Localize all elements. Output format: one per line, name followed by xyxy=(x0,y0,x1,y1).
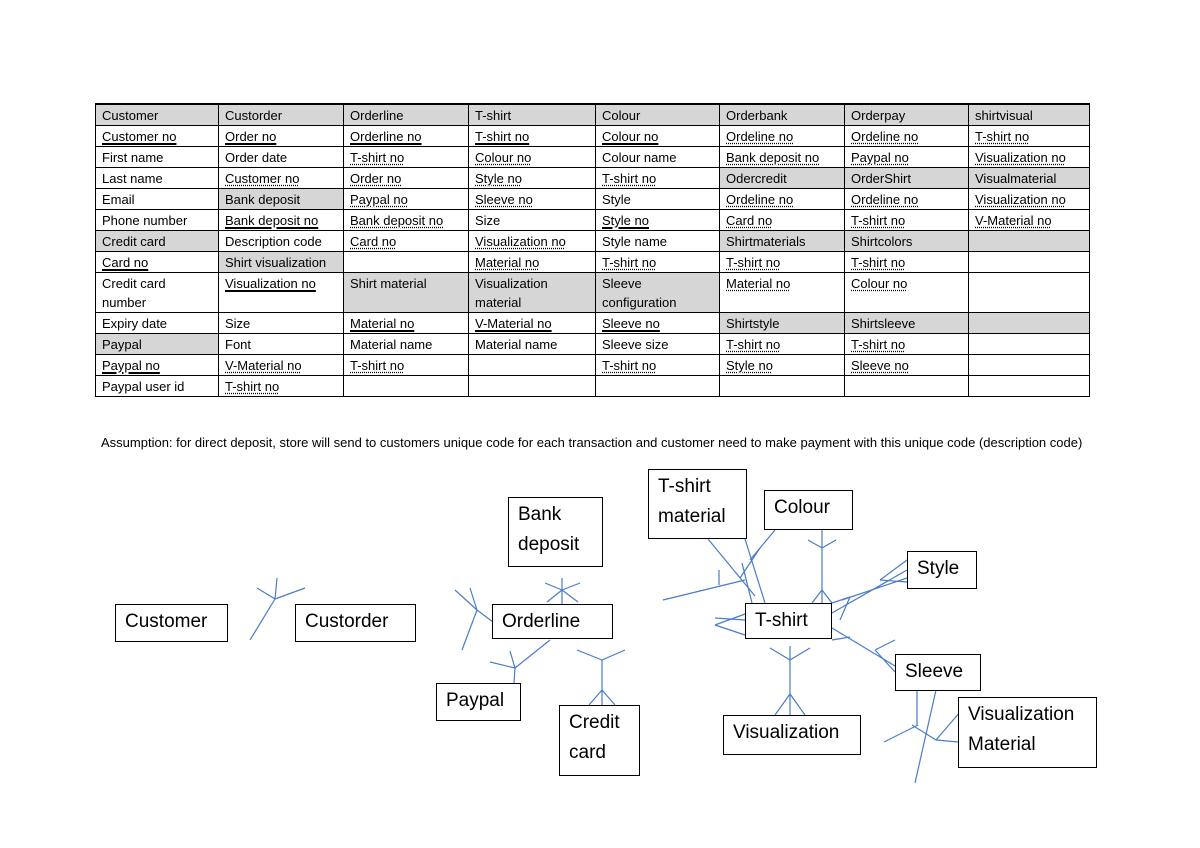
relationship-line xyxy=(257,588,275,599)
foreign-key-text: Order no xyxy=(350,171,402,186)
relationship-line xyxy=(790,694,805,715)
relationship-line xyxy=(822,590,832,603)
entity-style: Style xyxy=(907,551,977,589)
relationship-line xyxy=(547,590,562,602)
relationship-line xyxy=(790,648,810,660)
cell-text: Email xyxy=(102,192,135,207)
cell-text: Last name xyxy=(102,171,163,186)
cell-text: Odercredit xyxy=(726,171,787,186)
entity-bank-deposit: Bank deposit xyxy=(508,497,603,567)
foreign-key-text: T-shirt no xyxy=(602,358,657,373)
foreign-key-text: Style no xyxy=(726,358,773,373)
entity-tshirt-material: T-shirt material xyxy=(648,469,747,539)
foreign-key-text: Bank deposit no xyxy=(350,213,444,228)
entity-customer: Customer xyxy=(115,604,228,642)
entity-custorder: Custorder xyxy=(295,604,416,642)
foreign-key-text: Colour no xyxy=(475,150,532,165)
foreign-key-text: T-shirt no xyxy=(726,255,781,270)
relationship-line xyxy=(880,560,907,580)
foreign-key-text: Style no xyxy=(475,171,522,186)
relationship-line xyxy=(912,725,936,740)
relationship-line xyxy=(510,651,515,668)
primary-key-text: Orderline no xyxy=(350,129,422,144)
cell-text: Bank deposit xyxy=(225,192,301,207)
relationship-line xyxy=(477,610,493,622)
table-header-cell: Orderbank xyxy=(720,104,845,126)
table-header-cell: Colour xyxy=(596,104,720,126)
relationship-line xyxy=(880,580,907,582)
relationship-line xyxy=(750,530,775,560)
cell-text: Style name xyxy=(602,234,668,249)
primary-key-text: Colour no xyxy=(602,129,659,144)
cell-text: Description code xyxy=(225,234,322,249)
cell-text: Shirt material xyxy=(350,276,427,291)
primary-key-text: Material no xyxy=(350,316,415,331)
primary-key-text: V-Material no xyxy=(475,316,552,331)
cell-text: Size xyxy=(475,213,501,228)
cell-text: Style xyxy=(602,192,631,207)
cell-text: Font xyxy=(225,337,252,352)
relationship-line xyxy=(562,583,580,590)
relationship-line xyxy=(936,740,958,742)
relationship-line xyxy=(832,637,850,640)
table-header-cell: Orderpay xyxy=(845,104,969,126)
foreign-key-text: Colour no xyxy=(851,276,908,291)
cell-text: Phone number xyxy=(102,213,188,228)
primary-key-text: Paypal no xyxy=(102,358,160,373)
relationship-line xyxy=(275,588,305,599)
relationship-line xyxy=(275,578,277,599)
foreign-key-text: T-shirt no xyxy=(851,337,906,352)
table-header-cell: Orderline xyxy=(344,104,469,126)
cell-text: Shirtmaterials xyxy=(726,234,806,249)
foreign-key-text: Bank deposit no xyxy=(726,150,820,165)
relationship-line xyxy=(602,650,625,660)
foreign-key-text: T-shirt no xyxy=(225,379,280,394)
relationship-line xyxy=(663,580,745,600)
cell-text: Expiry date xyxy=(102,316,168,331)
table-header-cell: shirtvisual xyxy=(969,104,1090,126)
relationship-line xyxy=(884,725,918,742)
foreign-key-text: Visualization no xyxy=(975,192,1066,207)
foreign-key-text: V-Material no xyxy=(225,358,302,373)
cell-text: Shirtcolors xyxy=(851,234,913,249)
relationship-line xyxy=(770,648,790,660)
foreign-key-text: T-shirt no xyxy=(851,213,906,228)
foreign-key-text: Sleeve no xyxy=(851,358,909,373)
relationship-line xyxy=(745,539,765,603)
cell-text: Sleeve size xyxy=(602,337,669,352)
cell-text: Shirtstyle xyxy=(726,316,780,331)
table-header-cell: Custorder xyxy=(219,104,344,126)
primary-key-text: Sleeve no xyxy=(602,316,660,331)
entity-credit-card: Credit card xyxy=(559,705,640,776)
primary-key-text: Visualization no xyxy=(225,276,316,291)
primary-key-text: Customer no xyxy=(102,129,177,144)
cell-text: Visualmaterial xyxy=(975,171,1057,186)
primary-key-text: T-shirt no xyxy=(475,129,530,144)
relationship-line xyxy=(562,590,578,602)
cell-text: Size xyxy=(225,316,251,331)
entity-visualization: Visualization xyxy=(723,715,861,755)
relationship-line xyxy=(602,690,615,705)
foreign-key-text: Card no xyxy=(726,213,773,228)
relationship-line xyxy=(515,640,550,668)
relationship-line xyxy=(875,640,895,650)
relationship-line xyxy=(545,583,562,590)
relationship-line xyxy=(832,570,907,613)
cell-text: Material name xyxy=(350,337,433,352)
foreign-key-text: T-shirt no xyxy=(350,358,405,373)
assumption-note: Assumption: for direct deposit, store will send to customers unique code for each transaction and customer need to make payment with this unique code (description code) xyxy=(101,435,1083,450)
primary-key-text: Order no xyxy=(225,129,277,144)
cell-text: Visualization material xyxy=(475,276,548,310)
foreign-key-text: Sleeve no xyxy=(475,192,533,207)
primary-key-text: Card no xyxy=(102,255,149,270)
relationship-line xyxy=(250,599,275,640)
foreign-key-text: Ordeline no xyxy=(851,129,919,144)
cell-text: Shirtsleeve xyxy=(851,316,916,331)
entity-colour: Colour xyxy=(764,490,853,530)
relationship-line xyxy=(589,690,602,705)
cell-text: Shirt visualization xyxy=(225,255,327,270)
cell-text: Material name xyxy=(475,337,558,352)
relationship-line xyxy=(490,662,515,668)
foreign-key-text: Ordeline no xyxy=(726,129,794,144)
foreign-key-text: Card no xyxy=(350,234,397,249)
relationship-line xyxy=(936,712,960,740)
table-header-cell: Customer xyxy=(96,104,219,126)
foreign-key-text: Visualization no xyxy=(475,234,566,249)
foreign-key-text: T-shirt no xyxy=(350,150,405,165)
foreign-key-text: T-shirt no xyxy=(602,255,657,270)
foreign-key-text: Customer no xyxy=(225,171,300,186)
foreign-key-text: V-Material no xyxy=(975,213,1052,228)
foreign-key-text: T-shirt no xyxy=(726,337,781,352)
relationship-line xyxy=(875,650,895,672)
relationship-line xyxy=(462,610,477,650)
relationship-line xyxy=(775,694,790,715)
cell-text: Paypal user id xyxy=(102,379,185,394)
relationship-line xyxy=(577,650,602,660)
cell-text: OrderShirt xyxy=(851,171,911,186)
entity-paypal: Paypal xyxy=(436,683,521,721)
foreign-key-text: Visualization no xyxy=(975,150,1066,165)
relationship-line xyxy=(812,590,822,603)
cell-text: Order date xyxy=(225,150,288,165)
table-header-cell: T-shirt xyxy=(469,104,596,126)
relationship-line xyxy=(915,690,936,783)
relationship-line xyxy=(842,578,907,600)
cell-text: Colour name xyxy=(602,150,677,165)
entity-sleeve: Sleeve xyxy=(895,654,981,691)
relationship-line xyxy=(742,563,752,603)
foreign-key-text: T-shirt no xyxy=(602,171,657,186)
foreign-key-text: Ordeline no xyxy=(726,192,794,207)
cell-text: Sleeve configuration xyxy=(602,276,677,310)
entity-tshirt: T-shirt xyxy=(745,603,832,639)
entity-orderline: Orderline xyxy=(492,604,613,639)
cell-text: Credit card number xyxy=(102,276,166,310)
foreign-key-text: T-shirt no xyxy=(975,129,1030,144)
foreign-key-text: Material no xyxy=(475,255,540,270)
cell-text: Paypal xyxy=(102,337,142,352)
foreign-key-text: Paypal no xyxy=(851,150,909,165)
relationship-line xyxy=(514,668,515,683)
primary-key-text: Bank deposit no xyxy=(225,213,319,228)
relationship-line xyxy=(715,625,745,635)
cell-text: First name xyxy=(102,150,164,165)
relationship-line xyxy=(822,540,836,548)
entity-visualization-material: Visualization Material xyxy=(958,697,1097,768)
foreign-key-text: T-shirt no xyxy=(851,255,906,270)
foreign-key-text: Paypal no xyxy=(350,192,408,207)
foreign-key-text: Material no xyxy=(726,276,791,291)
relationship-line xyxy=(832,628,895,666)
foreign-key-text: Ordeline no xyxy=(851,192,919,207)
relationship-line xyxy=(808,540,822,548)
cell-text: Credit card xyxy=(102,234,166,249)
primary-key-text: Style no xyxy=(602,213,649,228)
